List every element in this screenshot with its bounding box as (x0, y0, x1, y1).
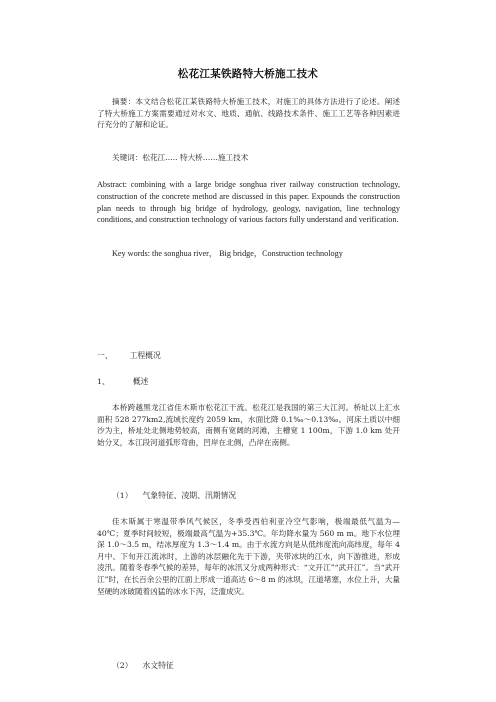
subsection-number: 1、 (97, 377, 110, 386)
climate-heading (112, 490, 236, 501)
keywords-cn: 关键词：松花江….. 特大桥……施工技术 (112, 153, 249, 162)
document-title: 松花江某铁路特大桥施工技术 (177, 68, 319, 80)
subsection-title: 概述 (132, 377, 149, 386)
abstract-cn: 摘要：本文结合松花江某铁路特大桥施工技术，对施工的具体方法进行了论述。阐述了特大桥施工方案需要通过对水文、地质、通航、线路技术条件、施工工艺等各种因素进行充分的了解和论证。 (97, 97, 400, 130)
hydrology-heading-title: 水文特征 (142, 661, 174, 670)
climate-paragraph: 佳木斯属于寒温带季风气候区，冬季受西伯利亚冷空气影响，极端最低气温为—40℃；夏季时间较短，极端最高气温为+35.3℃。年均降水量为 560 m m。地下水位埋深 1.0～3.5 m，结冰厚度为 1.3～1.4 m。由于水流方向是从低纬度流向高纬度，每年 4 月中、下旬开江流冰时，上游的冰层融化先于下游，夹带冰块的江水，向下游推进，形成凌汛。随着冬春季气候的差异，每年的冰汛又分成两种形式：“文开江”“武开江”。当“武开江”时，在长百余公里的江面上形成一道高达 6～8 m 的冰坝，江道堵塞，水位上升，大量坚硬的冰破随着凶猛的冰水下泻，泛滥成灾。 (97, 517, 400, 596)
section-number: 一、 (97, 351, 113, 360)
section-heading (97, 350, 161, 361)
section-title: 工程概况 (129, 351, 161, 360)
abstract-en: Abstract: combining with a large bridge songhua river railway construction technology, construction of the concrete method are discussed in this paper. Expounds the construction plan needs to through big bridge of hydrology, geology, navigation, line technology conditions, and construction technology of various factors fully understand and verification. (97, 180, 400, 225)
hydrology-heading (112, 660, 174, 671)
hydrology-heading-number: （2） (112, 661, 133, 670)
climate-heading-number: （1） (112, 491, 133, 500)
overview-paragraph: 本桥跨越黑龙江省佳木斯市松花江干流。松花江是我国的第三大江河。桥址以上汇水面积 528 277km2,流域长度约 2059 km，水面比降 0.1‰～0.13‰。河床土质以中细沙为主，桥址处北侧地势较高，南侧有宽阔的河滩，主槽宽 1 100m，下游 1.0 km 处开始分叉，本江段河道弧形弯曲，凹岸在北侧，凸岸在南侧。 (97, 403, 400, 447)
subsection-heading (97, 376, 148, 387)
climate-heading-title: 气象特征、凌期、汛期情况 (142, 491, 237, 500)
keywords-en: Key words: the songhua river， Big bridge，Construction technology (112, 249, 343, 258)
